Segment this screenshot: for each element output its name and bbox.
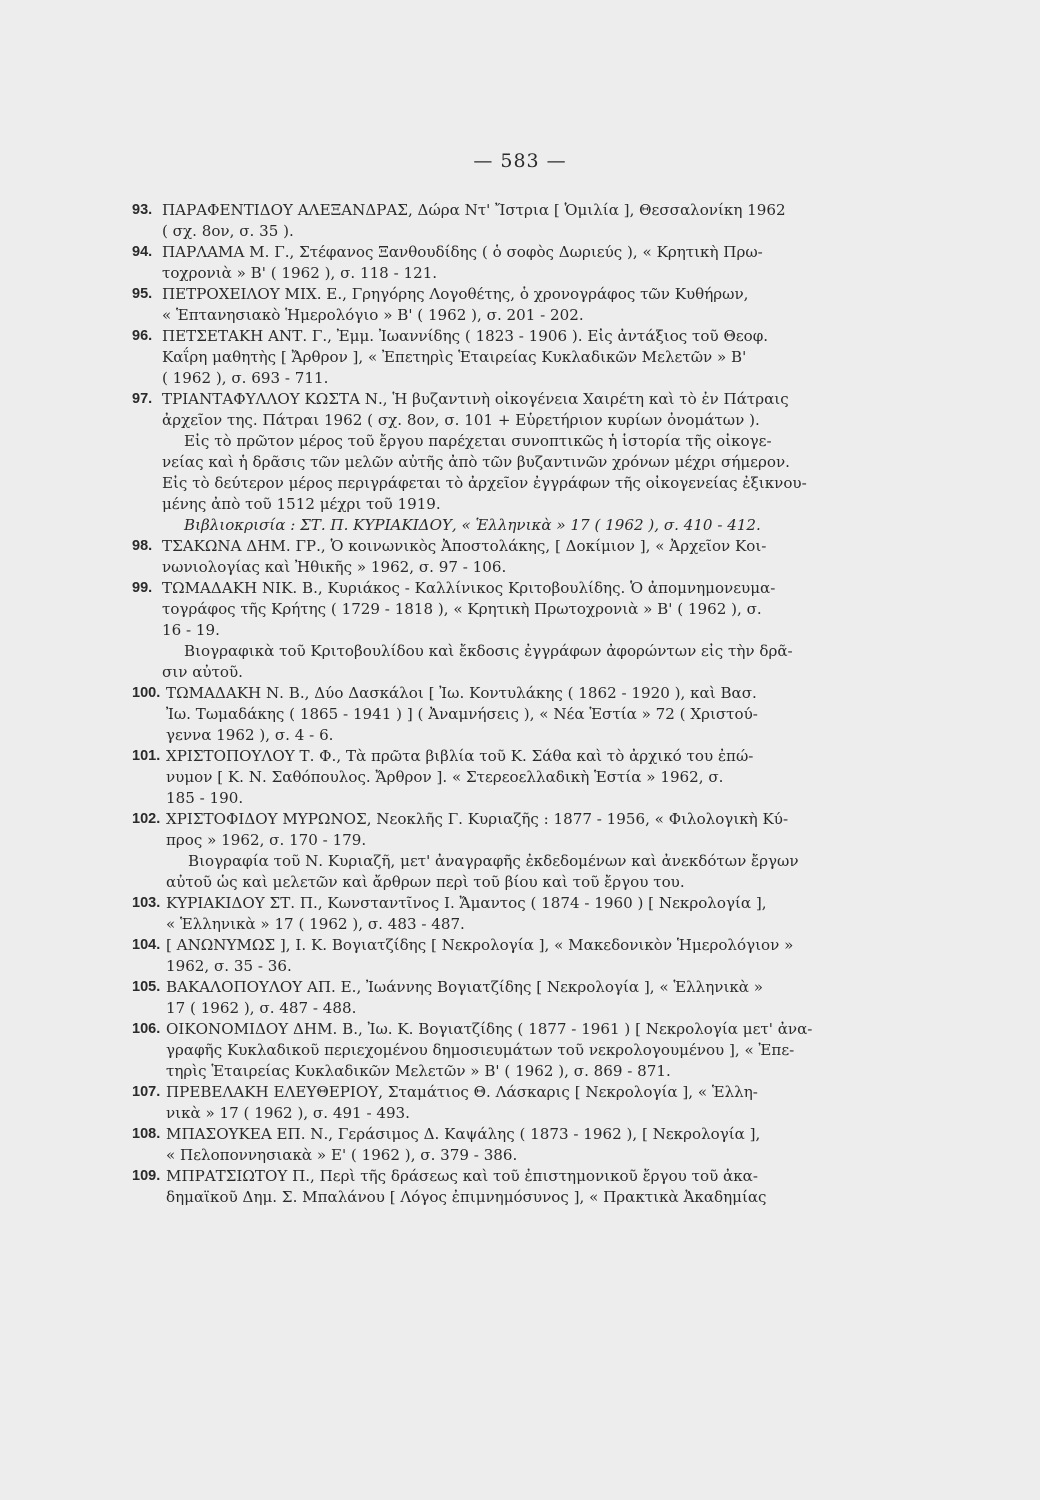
entry-number: 108.: [132, 1126, 161, 1142]
entry-number: 107.: [132, 1084, 161, 1100]
entry-line: προς » 1962, σ. 170 - 179.: [166, 831, 367, 849]
entry-line: τοχρονιὰ » Β' ( 1962 ), σ. 118 - 121.: [162, 264, 438, 282]
entry-line: ΠΑΡΑΦΕΝΤΙΔΟΥ ΑΛΕΞΑΝΔΡΑΣ, Δώρα Ντ' Ἴστρια [ Ὁμιλία ], Θεσσαλονίκη 1962: [162, 201, 786, 219]
bibliography-entry: [132, 746, 850, 809]
bibliography-entry: [132, 1082, 850, 1124]
bibliography-list: [132, 200, 850, 1208]
entry-line: ΤΣΑΚΩΝΑ ΔΗΜ. ΓΡ., Ὁ κοινωνικὸς Ἀποστολάκης, [ Δοκίμιον ], « Ἀρχεῖον Κοι-: [162, 537, 767, 555]
entry-number: 94.: [132, 244, 153, 260]
entry-line: 185 - 190.: [166, 789, 244, 807]
entry-line: γραφῆς Κυκλαδικοῦ περιεχομένου δημοσιευμάτων τοῦ νεκρολογουμένου ], « Ἐπε-: [166, 1041, 795, 1059]
entry-line: ΒΑΚΑΛΟΠΟΥΛΟΥ ΑΠ. Ε., Ἰωάννης Βογιατζίδης [ Νεκρολογία ], « Ἑλληνικὰ »: [166, 978, 764, 996]
bibliography-entry: [132, 977, 850, 1019]
entry-number: 105.: [132, 979, 161, 995]
entry-line: ( σχ. 8ον, σ. 35 ).: [162, 222, 294, 240]
entry-line: ΟΙΚΟΝΟΜΙΔΟΥ ΔΗΜ. Β., Ἰω. Κ. Βογιατζίδης ( 1877 - 1961 ) [ Νεκρολογία μετ' ἀνα-: [166, 1020, 813, 1038]
entry-line: ΧΡΙΣΤΟΦΙΔΟΥ ΜΥΡΩΝΟΣ, Νεοκλῆς Γ. Κυριαζῆς : 1877 - 1956, « Φιλολογικὴ Κύ-: [166, 810, 789, 828]
entry-line: νωνιολογίας καὶ Ἠθικῆς » 1962, σ. 97 - 106.: [162, 558, 507, 576]
entry-line: ΤΩΜΑΔΑΚΗ Ν. Β., Δύο Δασκάλοι [ Ἰω. Κοντυλάκης ( 1862 - 1920 ), καὶ Βασ.: [166, 684, 757, 702]
entry-line: ἀρχεῖον της. Πάτραι 1962 ( σχ. 8ον, σ. 101 + Εὑρετήριον κυρίων ὀνομάτων ).: [162, 411, 760, 429]
entry-annotation: Βιογραφία τοῦ Ν. Κυριαζῆ, μετ' ἀναγραφῆς ἐκδεδομένων καὶ ἀνεκδότων ἔργων: [188, 852, 799, 870]
entry-line: τογράφος τῆς Κρήτης ( 1729 - 1818 ), « Κρητικὴ Πρωτοχρονιὰ » Β' ( 1962 ), σ.: [162, 600, 762, 618]
entry-line: « Ἑπτανησιακὸ Ἡμερολόγιο » Β' ( 1962 ), σ. 201 - 202.: [162, 306, 584, 324]
bibliography-entry: [132, 536, 850, 578]
entry-line: ΠΕΤΡΟΧΕΙΛΟΥ ΜΙΧ. Ε., Γρηγόρης Λογοθέτης, ὁ χρονογράφος τῶν Κυθήρων,: [162, 285, 749, 303]
entry-number: 109.: [132, 1168, 161, 1184]
entry-number: 97.: [132, 391, 153, 407]
entry-annotation: Βιογραφικὰ τοῦ Κριτοβουλίδου καὶ ἔκδοσις ἐγγράφων ἀφορώντων εἰς τὴν δρᾶ-: [184, 642, 793, 660]
entry-line: ΤΩΜΑΔΑΚΗ ΝΙΚ. Β., Κυριάκος - Καλλίνικος Κριτοβουλίδης. Ὁ ἀπομνημονευμα-: [162, 579, 776, 597]
entry-line: ΧΡΙΣΤΟΠΟΥΛΟΥ Τ. Φ., Τὰ πρῶτα βιβλία τοῦ Κ. Σάθα καὶ τὸ ἀρχικό του ἐπώ-: [166, 747, 754, 765]
entry-line: ΚΥΡΙΑΚΙΔΟΥ ΣΤ. Π., Κωνσταντῖνος Ι. Ἄμαντος ( 1874 - 1960 ) [ Νεκρολογία ],: [166, 894, 767, 912]
entry-line: Ἰω. Τωμαδάκης ( 1865 - 1941 ) ] ( Ἀναμνήσεις ), « Νέα Ἑστία » 72 ( Χριστού-: [166, 705, 758, 723]
entry-annotation: Εἰς τὸ πρῶτον μέρος τοῦ ἔργου παρέχεται συνοπτικῶς ἡ ἱστορία τῆς οἰκογε-: [184, 432, 772, 450]
entry-number: 103.: [132, 895, 161, 911]
entry-line: νικὰ » 17 ( 1962 ), σ. 491 - 493.: [166, 1104, 410, 1122]
entry-line: Καΐρη μαθητὴς [ Ἄρθρον ], « Ἐπετηρὶς Ἑταιρείας Κυκλαδικῶν Μελετῶν » Β': [162, 348, 747, 366]
entry-line: ΠΑΡΛΑΜΑ Μ. Γ., Στέφανος Ξανθουδίδης ( ὁ σοφὸς Δωριεύς ), « Κρητικὴ Πρω-: [162, 243, 763, 261]
entry-line: [ ΑΝΩΝΥΜΩΣ ], Ι. Κ. Βογιατζίδης [ Νεκρολογία ], « Μακεδονικὸν Ἡμερολόγιον »: [166, 936, 794, 954]
page-number: — 583 —: [473, 150, 567, 172]
entry-line: νυμον [ Κ. Ν. Σαθόπουλος. Ἄρθρον ]. « Στερεοελλαδικὴ Ἑστία » 1962, σ.: [166, 768, 724, 786]
bibliography-entry: [132, 935, 850, 977]
entry-annotation: σιν αὐτοῦ.: [162, 663, 243, 681]
bibliography-entry: [132, 1124, 850, 1166]
bibliography-entry: [132, 242, 850, 284]
entry-number: 100.: [132, 685, 161, 701]
entry-line: « Πελοποννησιακὰ » Ε' ( 1962 ), σ. 379 - 386.: [166, 1146, 518, 1164]
entry-line: ΠΡΕΒΕΛΑΚΗ ΕΛΕΥΘΕΡΙΟΥ, Σταμάτιος Θ. Λάσκαρις [ Νεκρολογία ], « Ἑλλη-: [166, 1083, 758, 1101]
entry-line: ΤΡΙΑΝΤΑΦΥΛΛΟΥ ΚΩΣΤΑ Ν., Ἡ βυζαντινὴ οἰκογένεια Χαιρέτη καὶ τὸ ἐν Πάτραις: [162, 390, 789, 408]
bibliography-entry: [132, 326, 850, 389]
entry-annotation: αὐτοῦ ὡς καὶ μελετῶν καὶ ἄρθρων περὶ τοῦ βίου καὶ τοῦ ἔργου του.: [166, 873, 685, 891]
bibliography-entry: [132, 389, 850, 536]
entry-number: 104.: [132, 937, 161, 953]
entry-number: 106.: [132, 1021, 161, 1037]
entry-line: « Ἑλληνικὰ » 17 ( 1962 ), σ. 483 - 487.: [166, 915, 465, 933]
entry-line: 16 - 19.: [162, 621, 220, 639]
entry-line: ΠΕΤΣΕΤΑΚΗ ΑΝΤ. Γ., Ἐμμ. Ἰωαννίδης ( 1823 - 1906 ). Εἰς ἀντάξιος τοῦ Θεοφ.: [162, 327, 769, 345]
bibliography-entry: [132, 809, 850, 893]
entry-number: 98.: [132, 538, 153, 554]
entry-number: 93.: [132, 202, 153, 218]
entry-line: 17 ( 1962 ), σ. 487 - 488.: [166, 999, 357, 1017]
entry-annotation: Εἰς τὸ δεύτερον μέρος περιγράφεται τὸ ἀρχεῖον ἐγγράφων τῆς οἰκογενείας ἐξικνου-: [162, 474, 807, 492]
entry-line: 1962, σ. 35 - 36.: [166, 957, 292, 975]
bibliography-entry: [132, 578, 850, 683]
entry-number: 102.: [132, 811, 161, 827]
entry-line: δημαϊκοῦ Δημ. Σ. Μπαλάνου [ Λόγος ἐπιμνημόσυνος ], « Πρακτικὰ Ἀκαδημίας: [166, 1188, 767, 1206]
entry-annotation: μένης ἀπὸ τοῦ 1512 μέχρι τοῦ 1919.: [162, 495, 441, 513]
bibliography-entry: [132, 1019, 850, 1082]
entry-number: 101.: [132, 748, 161, 764]
entry-line: τηρὶς Ἑταιρείας Κυκλαδικῶν Μελετῶν » Β' ( 1962 ), σ. 869 - 871.: [166, 1062, 671, 1080]
bibliography-entry: [132, 683, 850, 746]
bibliography-entry: [132, 284, 850, 326]
bibliography-entry: [132, 1166, 850, 1208]
entry-annotation: νείας καὶ ἡ δρᾶσις τῶν μελῶν αὐτῆς ἀπὸ τῶν βυζαντινῶν χρόνων μέχρι σήμερον.: [162, 453, 790, 471]
entry-line: γεννα 1962 ), σ. 4 - 6.: [166, 726, 334, 744]
entry-review: Βιβλιοκρισία : ΣΤ. Π. ΚΥΡΙΑΚΙΔΟΥ, « Ἑλληνικὰ » 17 ( 1962 ), σ. 410 - 412.: [184, 516, 761, 534]
entry-number: 96.: [132, 328, 153, 344]
bibliography-entry: [132, 200, 850, 242]
bibliography-entry: [132, 893, 850, 935]
entry-line: ΜΠΑΣΟΥΚΕΑ ΕΠ. Ν., Γεράσιμος Δ. Καψάλης ( 1873 - 1962 ), [ Νεκρολογία ],: [166, 1125, 761, 1143]
entry-line: ΜΠΡΑΤΣΙΩΤΟΥ Π., Περὶ τῆς δράσεως καὶ τοῦ ἐπιστημονικοῦ ἔργου τοῦ ἀκα-: [166, 1167, 758, 1185]
entry-line: ( 1962 ), σ. 693 - 711.: [162, 369, 329, 387]
entry-number: 95.: [132, 286, 153, 302]
entry-number: 99.: [132, 580, 153, 596]
